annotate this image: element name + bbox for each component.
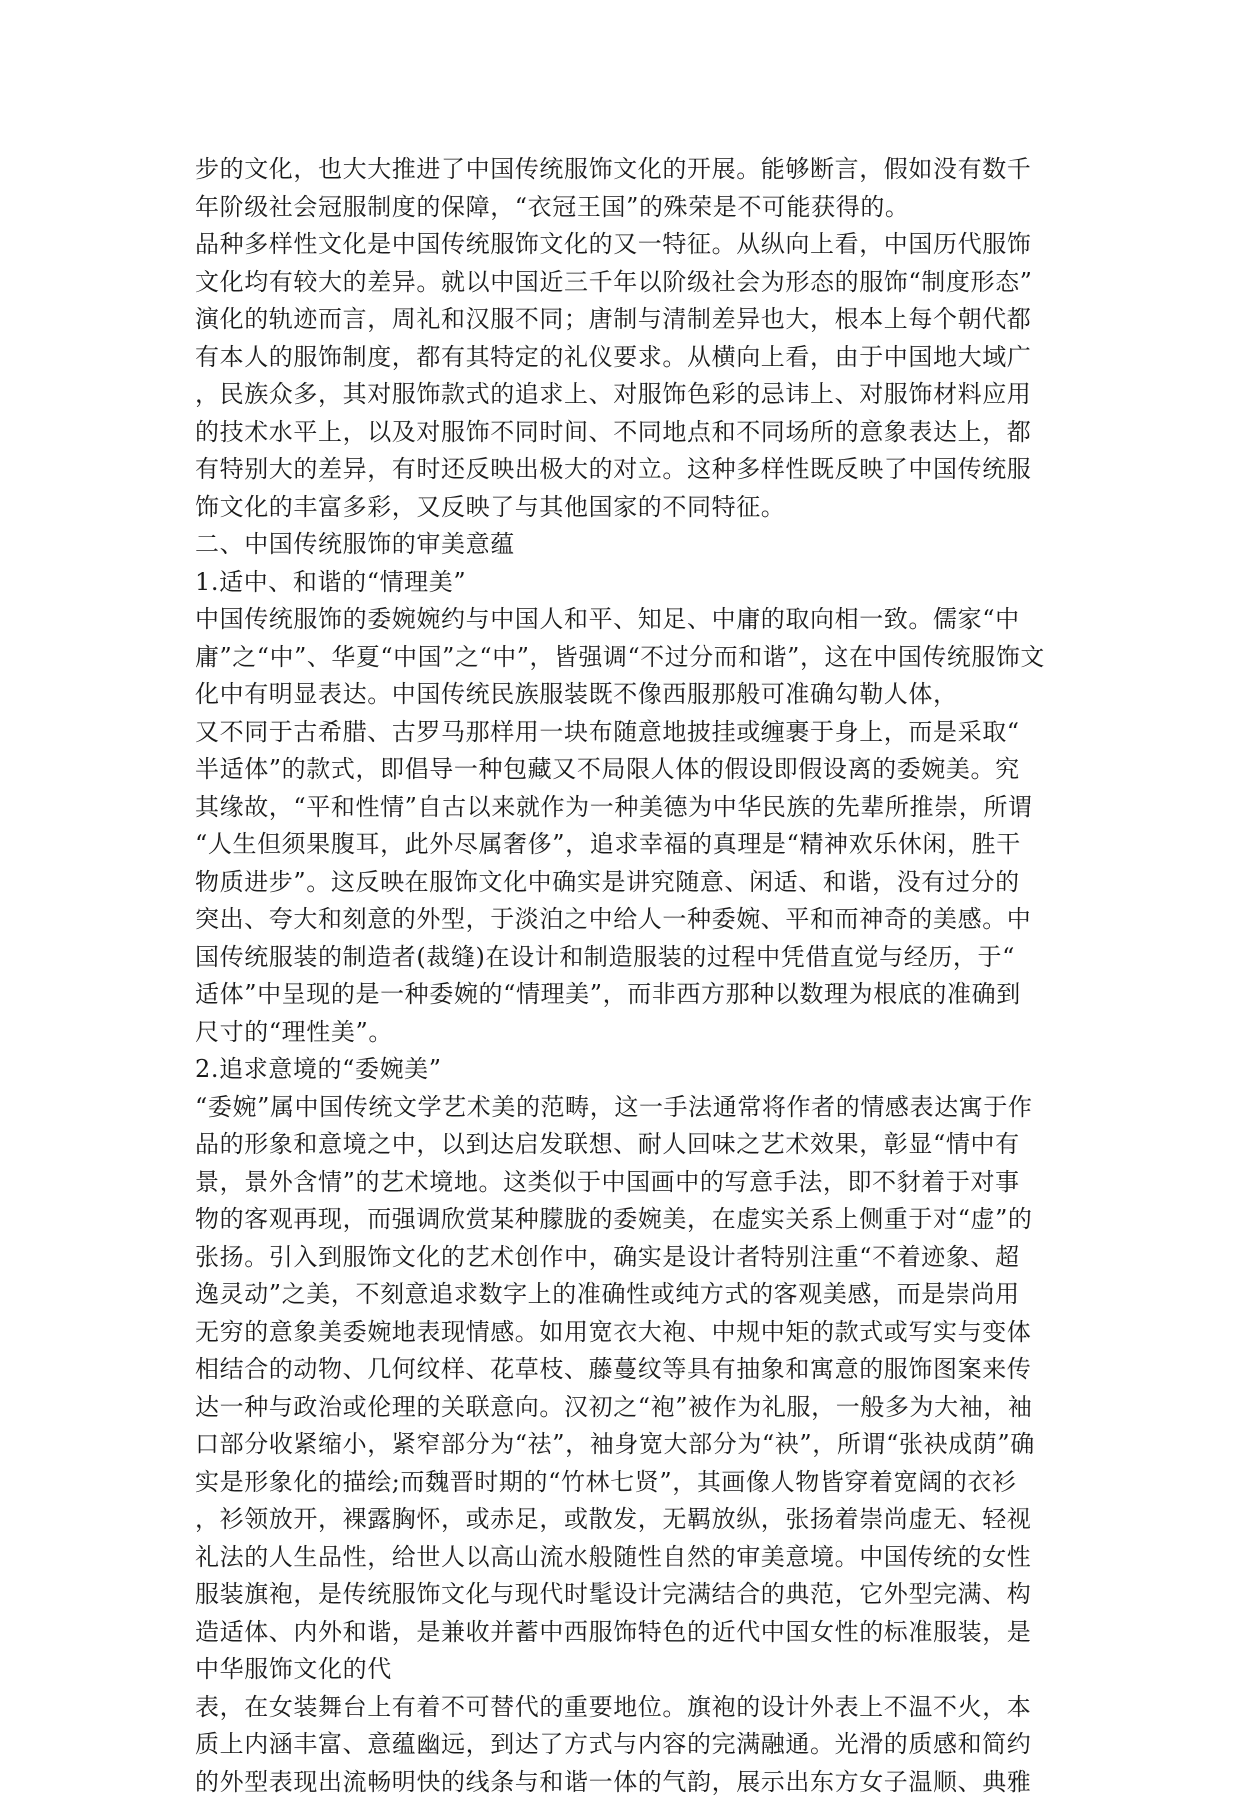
text-line: 尺寸的“理性美”。 — [195, 1014, 1045, 1052]
section-heading: 二、中国传统服饰的审美意蕴 — [195, 526, 1045, 564]
text-line: 化中有明显表达。中国传统民族服装既不像西服那般可准确勾勒人体， — [195, 676, 1045, 714]
text-line: 张扬。引入到服饰文化的艺术创作中，确实是设计者特别注重“不着迹象、超 — [195, 1239, 1045, 1277]
text-line: 景，景外含情”的艺术境地。这类似于中国画中的写意手法，即不豺着于对事 — [195, 1164, 1045, 1202]
text-line: 物质进步”。这反映在服饰文化中确实是讲究随意、闲适、和谐，没有过分的 — [195, 864, 1045, 902]
text-line: 中国传统服饰的委婉婉约与中国人和平、知足、中庸的取向相一致。儒家“中 — [195, 601, 1045, 639]
text-line: 其缘故，“平和性情”自古以来就作为一种美德为中华民族的先辈所推崇，所谓 — [195, 789, 1045, 827]
text-line: 庸”之“中”、华夏“中国”之“中”，皆强调“不过分而和谐”，这在中国传统服饰文 — [195, 639, 1041, 677]
text-line: 达一种与政治或伦理的关联意向。汉初之“袍”被作为礼服，一般多为大袖，袖 — [195, 1389, 1045, 1427]
text-line: “人生但须果腹耳，此外尽属奢侈”，追求幸福的真理是“精神欢乐休闲，胜干 — [195, 826, 1045, 864]
text-line: 年阶级社会冠服制度的保障，“衣冠王国”的殊荣是不可能获得的。 — [195, 189, 1045, 227]
text-line: 逸灵动”之美，不刻意追求数字上的准确性或纯方式的客观美感，而是崇尚用 — [195, 1276, 1045, 1314]
text-line: 的外型表现出流畅明快的线条与和谐一体的气韵，展示出东方女子温顺、典雅 — [195, 1764, 1045, 1801]
text-line: 无穷的意象美委婉地表现情感。如用宽衣大袍、中规中矩的款式或写实与变体 — [195, 1314, 1045, 1352]
text-line: 中华服饰文化的代 — [195, 1651, 1045, 1689]
text-line: 有特别大的差异，有时还反映出极大的对立。这种多样性既反映了中国传统服 — [195, 451, 1045, 489]
text-line: 突出、夸大和刻意的外型，于淡泊之中给人一种委婉、平和而神奇的美感。中 — [195, 901, 1045, 939]
text-line: 相结合的动物、几何纹样、花草枝、藤蔓纹等具有抽象和寓意的服饰图案来传 — [195, 1351, 1045, 1389]
text-line: ，衫领放开，裸露胸怀，或赤足，或散发，无羁放纵，张扬着崇尚虚无、轻视 — [195, 1501, 1045, 1539]
text-line: 口部分收紧缩小，紧窄部分为“祛”，袖身宽大部分为“袂”，所谓“张袂成荫”确 — [195, 1426, 1045, 1464]
text-line: 品种多样性文化是中国传统服饰文化的又一特征。从纵向上看，中国历代服饰 — [195, 226, 1045, 264]
text-line: 适体”中呈现的是一种委婉的“情理美”，而非西方那种以数理为根底的准确到 — [195, 976, 1045, 1014]
text-line: 表，在女装舞台上有着不可替代的重要地位。旗袍的设计外表上不温不火，本 — [195, 1689, 1045, 1727]
text-line: 演化的轨迹而言，周礼和汉服不同；唐制与清制差异也大，根本上每个朝代都 — [195, 301, 1045, 339]
text-line: 国传统服装的制造者(裁缝)在设计和制造服装的过程中凭借直觉与经历，于“ — [195, 939, 1045, 977]
text-line: 半适体”的款式，即倡导一种包藏又不局限人体的假设即假设离的委婉美。究 — [195, 751, 1045, 789]
text-line: 物的客观再现，而强调欣赏某种朦胧的委婉美，在虚实关系上侧重于对“虚”的 — [195, 1201, 1045, 1239]
subsection-heading: 1.适中、和谐的“情理美” — [195, 564, 1045, 602]
text-line: 的技术水平上，以及对服饰不同时间、不同地点和不同场所的意象表达上，都 — [195, 414, 1045, 452]
text-line: 有本人的服饰制度，都有其特定的礼仪要求。从横向上看，由于中国地大域广 — [195, 339, 1045, 377]
text-line: 步的文化，也大大推进了中国传统服饰文化的开展。能够断言，假如没有数千 — [195, 151, 1045, 189]
text-line: 质上内涵丰富、意蕴幽远，到达了方式与内容的完满融通。光滑的质感和简约 — [195, 1726, 1045, 1764]
text-line: 又不同于古希腊、古罗马那样用一块布随意地披挂或缠裹于身上，而是采取“ — [195, 714, 1045, 752]
text-line: 品的形象和意境之中，以到达启发联想、耐人回味之艺术效果，彰显“情中有 — [195, 1126, 1045, 1164]
subsection-heading: 2.追求意境的“委婉美” — [195, 1051, 1045, 1089]
text-line: 服装旗袍，是传统服饰文化与现代时髦设计完满结合的典范，它外型完满、构 — [195, 1576, 1045, 1614]
text-line: 造适体、内外和谐，是兼收并蓄中西服饰特色的近代中国女性的标准服装，是 — [195, 1614, 1045, 1652]
text-line: “委婉”属中国传统文学艺术美的范畴，这一手法通常将作者的情感表达寓于作 — [195, 1089, 1045, 1127]
text-line: 礼法的人生品性，给世人以高山流水般随性自然的审美意境。中国传统的女性 — [195, 1539, 1045, 1577]
body-text — [195, 151, 1045, 1801]
text-line: ，民族众多，其对服饰款式的追求上、对服饰色彩的忌讳上、对服饰材料应用 — [195, 376, 1045, 414]
text-line: 饰文化的丰富多彩，又反映了与其他国家的不同特征。 — [195, 489, 1045, 527]
text-line: 文化均有较大的差异。就以中国近三千年以阶级社会为形态的服饰“制度形态” — [195, 264, 1045, 302]
text-line: 实是形象化的描绘;而魏晋时期的“竹林七贤”，其画像人物皆穿着宽阔的衣衫 — [195, 1464, 1045, 1502]
